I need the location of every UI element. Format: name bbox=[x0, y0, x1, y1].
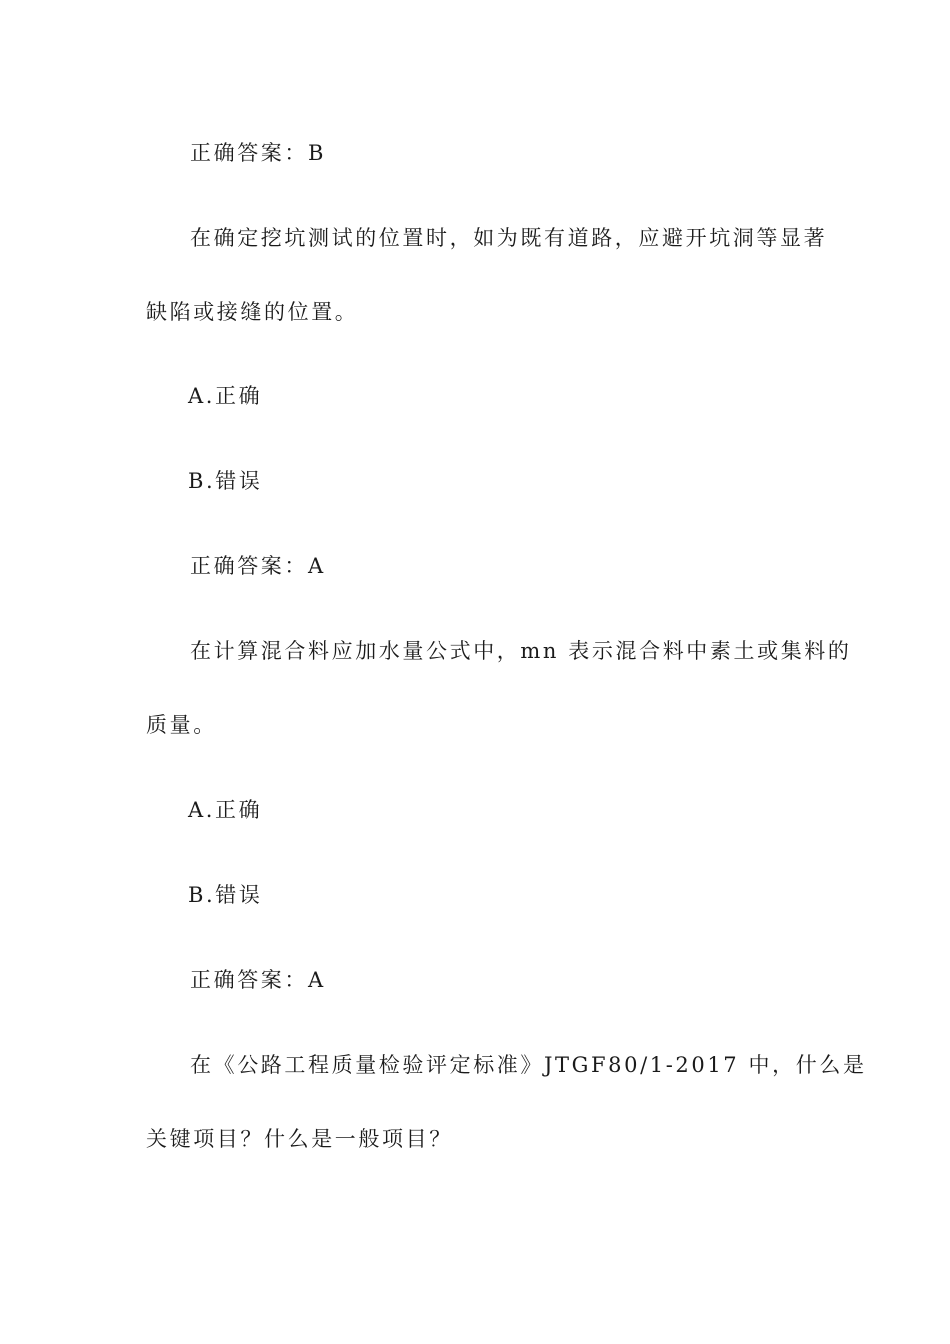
answer-line: 正确答案：A bbox=[190, 554, 326, 578]
question-text: 在计算混合料应加水量公式中，mn 表示混合料中素土或集料的 bbox=[190, 639, 852, 663]
answer-line: 正确答案：B bbox=[190, 141, 327, 165]
question-text-continued: 质量。 bbox=[146, 713, 217, 737]
option-b: B.错误 bbox=[188, 883, 263, 907]
question-text: 在确定挖坑测试的位置时，如为既有道路，应避开坑洞等显著 bbox=[190, 226, 828, 250]
question-text-continued: 关键项目？什么是一般项目？ bbox=[146, 1127, 453, 1151]
option-b: B.错误 bbox=[188, 469, 263, 493]
option-a: A.正确 bbox=[188, 798, 263, 822]
option-a: A.正确 bbox=[188, 384, 263, 408]
question-text-continued: 缺陷或接缝的位置。 bbox=[146, 300, 359, 324]
question-text: 在《公路工程质量检验评定标准》JTGF80/1-2017 中，什么是 bbox=[190, 1053, 867, 1077]
answer-line: 正确答案：A bbox=[190, 968, 326, 992]
